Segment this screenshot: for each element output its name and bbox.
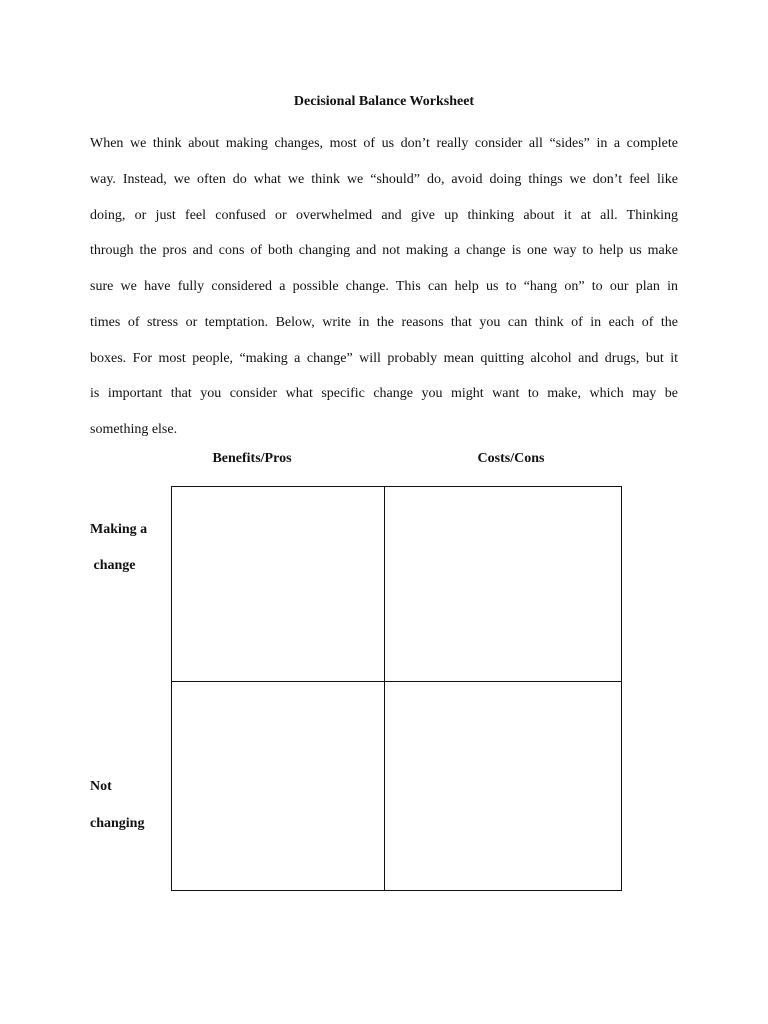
paragraph-line: doing, or just feel confused or overwhelmed and give up thinking about it at all. Thinking	[90, 207, 678, 223]
cell-not-changing-costs[interactable]	[385, 682, 621, 890]
row-label-making-change-line2: change	[90, 558, 136, 573]
paragraph-line: times of stress or temptation. Below, write in the reasons that you can think of in each of the	[90, 314, 678, 330]
row-label-not-changing-line1: Not	[90, 779, 112, 794]
grid-vertical-divider	[384, 487, 385, 890]
row-label-not-changing-line2: changing	[90, 816, 145, 831]
paragraph-line: way. Instead, we often do what we think we “should” do, avoid doing things we don’t feel like	[90, 171, 678, 187]
page-title: Decisional Balance Worksheet	[293, 94, 475, 109]
paragraph-line: boxes. For most people, “making a change” will probably mean quitting alcohol and drugs, but it	[90, 350, 678, 366]
cell-making-change-benefits[interactable]	[172, 487, 384, 681]
row-label-making-change-line1: Making a	[90, 522, 148, 537]
grid-horizontal-divider	[172, 681, 621, 682]
column-header-benefits: Benefits/Pros	[212, 451, 292, 466]
intro-paragraph	[90, 126, 678, 448]
paragraph-line: sure we have fully considered a possible change. This can help us to “hang on” to our plan in	[90, 279, 678, 294]
cell-making-change-costs[interactable]	[385, 487, 621, 681]
paragraph-line: is important that you consider what specific change you might want to make, which may be	[90, 386, 678, 402]
column-header-costs: Costs/Cons	[477, 451, 545, 466]
paragraph-line: When we think about making changes, most of us don’t really consider all “sides” in a complete	[90, 136, 678, 151]
paragraph-line: something else.	[90, 422, 178, 437]
cell-not-changing-benefits[interactable]	[172, 682, 384, 890]
paragraph-line: through the pros and cons of both changing and not making a change is one way to help us make	[90, 243, 678, 259]
decisional-balance-grid	[171, 486, 622, 891]
